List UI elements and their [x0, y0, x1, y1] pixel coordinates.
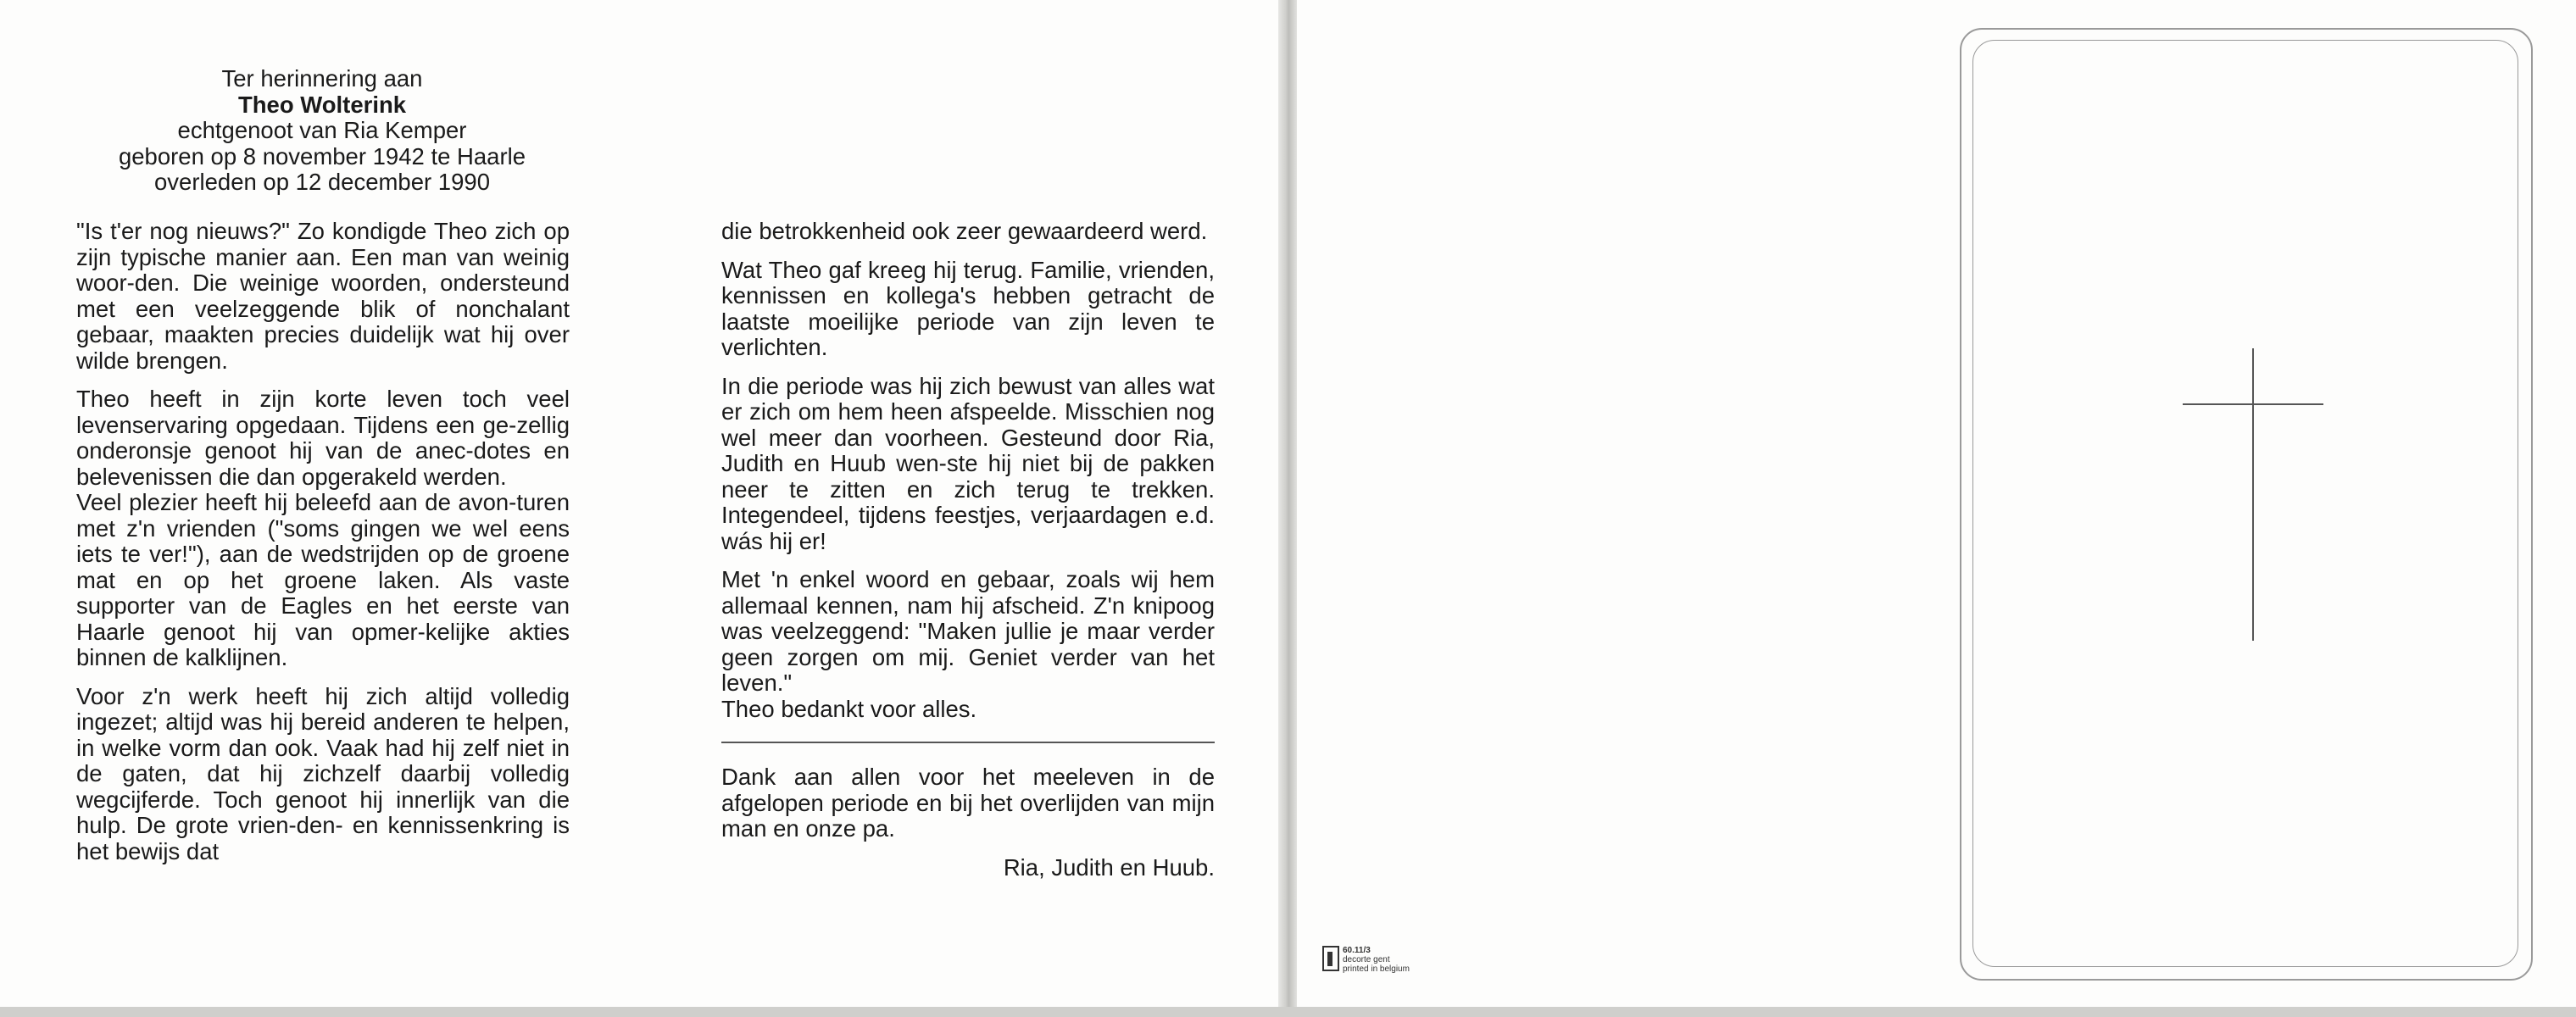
header-died: overleden op 12 december 1990	[154, 169, 490, 195]
paragraph: In die periode was hij zich bewust van alles wat er zich om hem heen afspeelde. Misschien nog wel meer dan voorheen. Gesteund door Ria, Judith en Huub wen-ste hij niet bij de pakken neer te zitten en zich terug te trekken. Integendeel, tijdens feestjes, verjaardagen e.d. wás hij er!	[721, 372, 1215, 554]
text-column-2	[721, 219, 1215, 893]
paragraph: die betrokkenheid ook zeer gewaardeerd werd.	[721, 218, 1208, 244]
thanks-paragraph: Dank aan allen voor het meeleven in de afgelopen periode en bij het overlijden van mijn man en onze pa.	[721, 764, 1215, 842]
text-column-1	[76, 219, 570, 877]
deceased-name: Theo Wolterink	[237, 91, 407, 118]
header-born: geboren op 8 november 1942 te Haarle	[118, 142, 526, 170]
printer-note: printed in belgium	[1343, 964, 1410, 974]
paragraph: Wat Theo gaf kreeg hij terug. Familie, vrienden, kennissen en kollega's hebben getracht de laatste moeilijke periode van zijn leven te verlichten.	[721, 256, 1215, 360]
signature: Ria, Judith en Huub.	[1003, 853, 1215, 881]
inner-frame	[1972, 40, 2518, 967]
paragraph: Met 'n enkel woord en gebaar, zoals wij hem allemaal kennen, nam hij afscheid. Z'n knipoog was veelzeggend: "Maken jullie je maar verder geen zorgen om mij. Geniet verder van het leven."	[721, 566, 1215, 696]
paragraph: Theo heeft in zijn korte leven toch veel levenservaring opgedaan. Tijdens een ge-zellig onderonsje genoot hij van de anec-dotes en belevenissen die dan opgerakeld werden.	[76, 386, 570, 490]
card-header	[51, 66, 593, 196]
cross-horizontal-bar	[2183, 403, 2323, 405]
printer-info	[1343, 946, 1410, 974]
header-spouse: echtgenoot van Ria Kemper	[177, 117, 467, 143]
paragraph: Voor z'n werk heeft hij zich altijd volledig ingezet; altijd was hij bereid anderen te helpen, in welke vorm dan ook. Vaak had hij zelf niet in de gaten, dat hij zichzelf daarbij volledig wegcijferde. Toch genoot hij innerlijk van die hulp. De grote vrien-den- en kennissenkring is het bewijs dat	[76, 682, 570, 864]
printer-logo	[1322, 946, 1410, 974]
header-intro: Ter herinnering aan	[221, 65, 423, 92]
card-left-panel	[0, 0, 1278, 1009]
printer-code: 60.11/3	[1343, 946, 1371, 955]
bottom-edge	[0, 1007, 2576, 1017]
paragraph-closing: Theo bedankt voor alles.	[721, 695, 977, 722]
paragraph: "Is t'er nog nieuws?" Zo kondigde Theo zich op zijn typische manier aan. Een man van weinig woor-den. Die weinige woorden, ondersteund met een veelzeggende blik of nonchalant gebaar, maakten precies duidelijk wat hij over wilde brengen.	[76, 218, 570, 374]
cross-vertical-bar	[2252, 348, 2254, 641]
card-fold	[1278, 0, 1297, 1017]
printer-logo-icon	[1322, 946, 1339, 971]
printer-name: decorte gent	[1343, 955, 1390, 964]
divider	[721, 742, 1215, 743]
paragraph: Veel plezier heeft hij beleefd aan de avon-turen met z'n vrienden ("soms gingen we wel eens iets te ver!"), aan de wedstrijden op de groene mat en op het groene laken. Als vaste supporter van de Eagles en het eerste van Haarle genoot hij van opmer-kelijke akties binnen de kalklijnen.	[76, 489, 570, 670]
